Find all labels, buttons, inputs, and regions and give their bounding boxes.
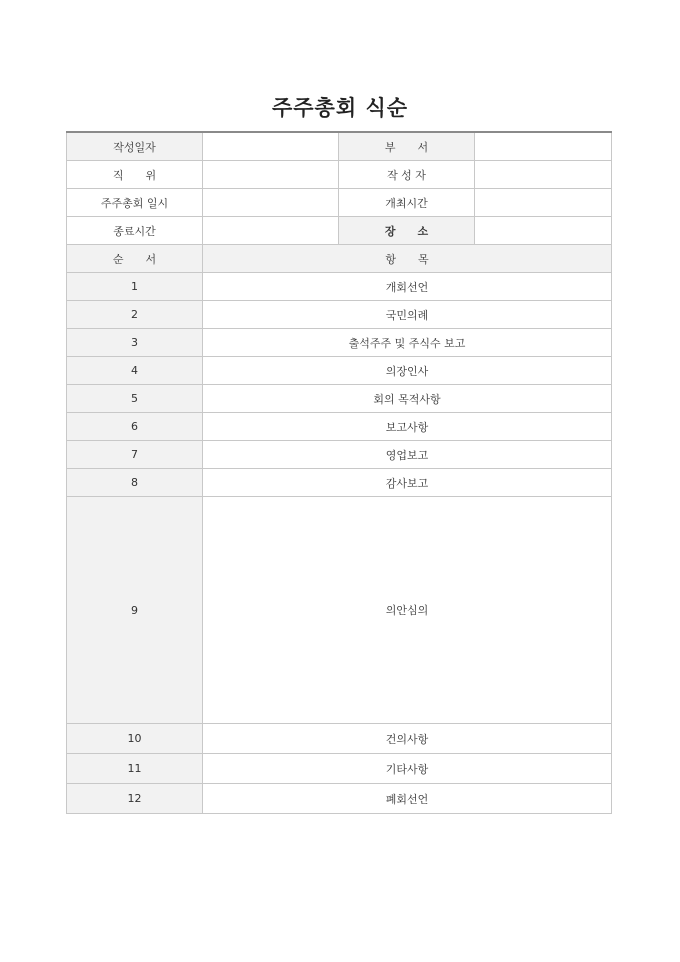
agenda-item: 국민의례 [203, 301, 612, 329]
agenda-header-row [67, 245, 612, 273]
department-field[interactable] [475, 132, 612, 161]
closing-time-label: 종료시간 [67, 217, 203, 245]
order-header: 순 서 [67, 245, 203, 273]
info-row-2 [67, 161, 612, 189]
agenda-number: 6 [67, 413, 203, 441]
agenda-row [67, 357, 612, 385]
agenda-number: 8 [67, 469, 203, 497]
agenda-row [67, 441, 612, 469]
agenda-number: 9 [67, 497, 203, 724]
agenda-item: 기타사항 [203, 754, 612, 784]
venue-label: 장 소 [339, 217, 475, 245]
ceremony-order-form [66, 131, 612, 814]
position-label: 직 위 [67, 161, 203, 189]
item-header: 항 목 [203, 245, 612, 273]
agenda-row [67, 413, 612, 441]
agenda-number: 4 [67, 357, 203, 385]
document-title: 주주총회 식순 [271, 96, 409, 120]
agenda-number: 10 [67, 724, 203, 754]
info-row-4 [67, 217, 612, 245]
position-field[interactable] [203, 161, 339, 189]
department-label: 부 서 [339, 132, 475, 161]
meeting-datetime-field[interactable] [203, 189, 339, 217]
agenda-number: 7 [67, 441, 203, 469]
agenda-row [67, 301, 612, 329]
agenda-row [67, 754, 612, 784]
agenda-number: 12 [67, 784, 203, 814]
opening-time-label: 개최시간 [339, 189, 475, 217]
agenda-row [67, 724, 612, 754]
agenda-item: 출석주주 및 주식수 보고 [203, 329, 612, 357]
venue-field[interactable] [475, 217, 612, 245]
info-row-3 [67, 189, 612, 217]
agenda-item: 영업보고 [203, 441, 612, 469]
agenda-item: 회의 목적사항 [203, 385, 612, 413]
agenda-row [67, 273, 612, 301]
meeting-datetime-label: 주주총회 일시 [67, 189, 203, 217]
agenda-number: 11 [67, 754, 203, 784]
agenda-item: 의장인사 [203, 357, 612, 385]
info-row-1 [67, 132, 612, 161]
opening-time-field[interactable] [475, 189, 612, 217]
agenda-item: 감사보고 [203, 469, 612, 497]
agenda-number: 2 [67, 301, 203, 329]
agenda-item: 건의사항 [203, 724, 612, 754]
agenda-item: 의안심의 [203, 497, 612, 724]
agenda-number: 3 [67, 329, 203, 357]
agenda-number: 1 [67, 273, 203, 301]
author-date-field[interactable] [203, 132, 339, 161]
agenda-item: 보고사항 [203, 413, 612, 441]
author-date-label: 작성일자 [67, 132, 203, 161]
agenda-item: 개회선언 [203, 273, 612, 301]
agenda-row [67, 329, 612, 357]
closing-time-field[interactable] [203, 217, 339, 245]
writer-label: 작 성 자 [339, 161, 475, 189]
agenda-row [67, 784, 612, 814]
agenda-row [67, 385, 612, 413]
agenda-row [67, 497, 612, 724]
agenda-number: 5 [67, 385, 203, 413]
writer-field[interactable] [475, 161, 612, 189]
agenda-row [67, 469, 612, 497]
agenda-item: 폐회선언 [203, 784, 612, 814]
